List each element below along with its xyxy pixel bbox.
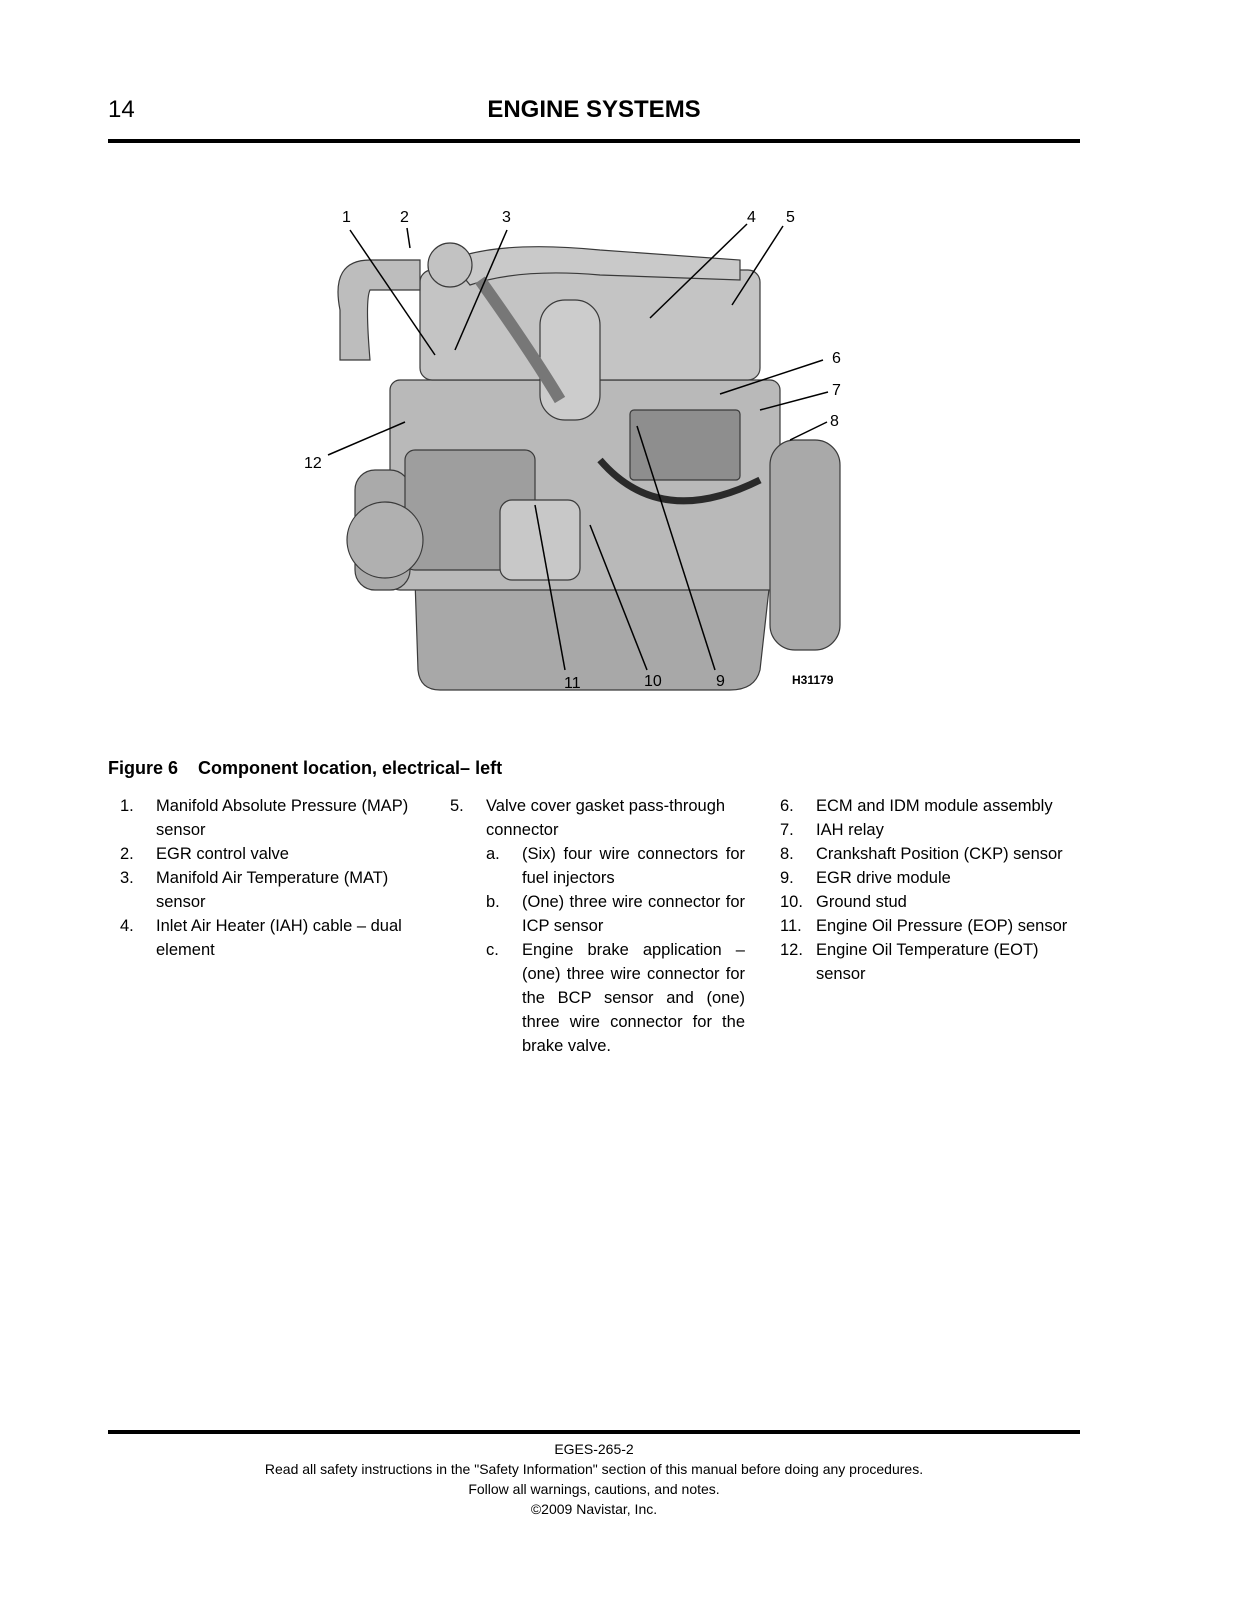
item-number: 6. [780, 797, 794, 815]
sub-item-text: Engine brake application – (one) three wire connector for the BCP sensor and (one) three wire connector for the brake valve. [522, 941, 745, 1055]
item-text: IAH relay [816, 821, 884, 839]
figure-id: H31179 [792, 673, 834, 687]
front-pulley [347, 502, 423, 578]
callout-12: 12 [304, 455, 322, 472]
sub-item [486, 842, 745, 890]
item-text: Crankshaft Position (CKP) sensor [816, 845, 1063, 863]
item-text: Manifold Absolute Pressure (MAP) sensor [156, 797, 409, 839]
list-item [770, 938, 1080, 986]
callout-1: 1 [342, 209, 351, 226]
callout-11: 11 [564, 675, 581, 692]
footer-rule [108, 1430, 1080, 1434]
page-number: 14 [108, 96, 135, 123]
callout-3: 3 [502, 209, 511, 226]
item-text: Valve cover gasket pass-through connector [486, 797, 726, 839]
callout-2: 2 [400, 209, 409, 226]
callout-10: 10 [644, 673, 662, 690]
engine-figure [300, 200, 860, 710]
leader-2 [407, 228, 410, 248]
callout-5: 5 [786, 209, 795, 226]
item-text: Inlet Air Heater (IAH) cable – dual element [156, 917, 402, 959]
list-item [770, 914, 1080, 938]
item-number: 5. [450, 797, 464, 815]
page-title: ENGINE SYSTEMS [487, 96, 701, 123]
ecm-box [630, 410, 740, 480]
list-item [108, 794, 428, 842]
figure-caption-text: Component location, electrical– left [198, 758, 503, 778]
item-number: 2. [120, 845, 134, 863]
legend-column-2 [440, 794, 745, 1058]
callout-9: 9 [716, 673, 725, 690]
sub-item [486, 938, 745, 1058]
engine-illustration [300, 200, 860, 710]
item-number: 7. [780, 821, 794, 839]
footer-doc-id: EGES-265-2 [554, 1441, 634, 1457]
item-number: 11. [780, 917, 802, 935]
intake-housing [428, 243, 472, 287]
list-item [770, 842, 1080, 866]
item-text: Manifold Air Temperature (MAT) sensor [156, 869, 389, 911]
flywheel-housing [770, 440, 840, 650]
sub-item-text: (Six) four wire connectors for fuel injectors [522, 845, 745, 887]
item-number: 4. [120, 917, 134, 935]
item-number: 10. [780, 893, 803, 911]
pump [500, 500, 580, 580]
list-item [770, 890, 1080, 914]
footer-safety-line: Read all safety instructions in the "Safety Information" section of this manual before doing any procedures. [264, 1461, 924, 1477]
list-item [770, 794, 1080, 818]
footer-warnings-line: Follow all warnings, cautions, and notes. [468, 1481, 720, 1497]
list-item [108, 914, 428, 962]
item-text: Ground stud [816, 893, 907, 911]
item-text: Engine Oil Temperature (EOT) sensor [816, 941, 1039, 983]
item-text: ECM and IDM module assembly [816, 797, 1053, 815]
sub-item-letter: b. [486, 893, 500, 911]
leader-8 [790, 422, 827, 440]
item-number: 8. [780, 845, 794, 863]
header-rule [108, 139, 1080, 143]
list-item [108, 842, 428, 866]
sub-item-letter: c. [486, 941, 499, 959]
footer-copyright: ©2009 Navistar, Inc. [530, 1501, 658, 1517]
item-number: 12. [780, 941, 803, 959]
figure-caption [108, 758, 502, 779]
callout-8: 8 [830, 413, 839, 430]
list-item [770, 866, 1080, 890]
item-text: EGR control valve [156, 845, 289, 863]
item-number: 9. [780, 869, 794, 887]
item-text: EGR drive module [816, 869, 951, 887]
legend-column-3 [770, 794, 1080, 986]
callout-6: 6 [832, 350, 841, 367]
list-item [440, 794, 745, 842]
item-number: 1. [120, 797, 134, 815]
callout-4: 4 [747, 209, 756, 226]
intake-pipe [338, 260, 420, 360]
list-item [770, 818, 1080, 842]
figure-label: Figure 6 [108, 758, 179, 778]
sub-item-text: (One) three wire connector for ICP sensor [522, 893, 745, 935]
filter-canister [540, 300, 600, 420]
item-number: 3. [120, 869, 134, 887]
legend-column-1 [108, 794, 428, 962]
sub-item-letter: a. [486, 845, 500, 863]
list-item [108, 866, 428, 914]
sub-item [486, 890, 745, 938]
callout-7: 7 [832, 382, 841, 399]
item-text: Engine Oil Pressure (EOP) sensor [816, 917, 1068, 935]
